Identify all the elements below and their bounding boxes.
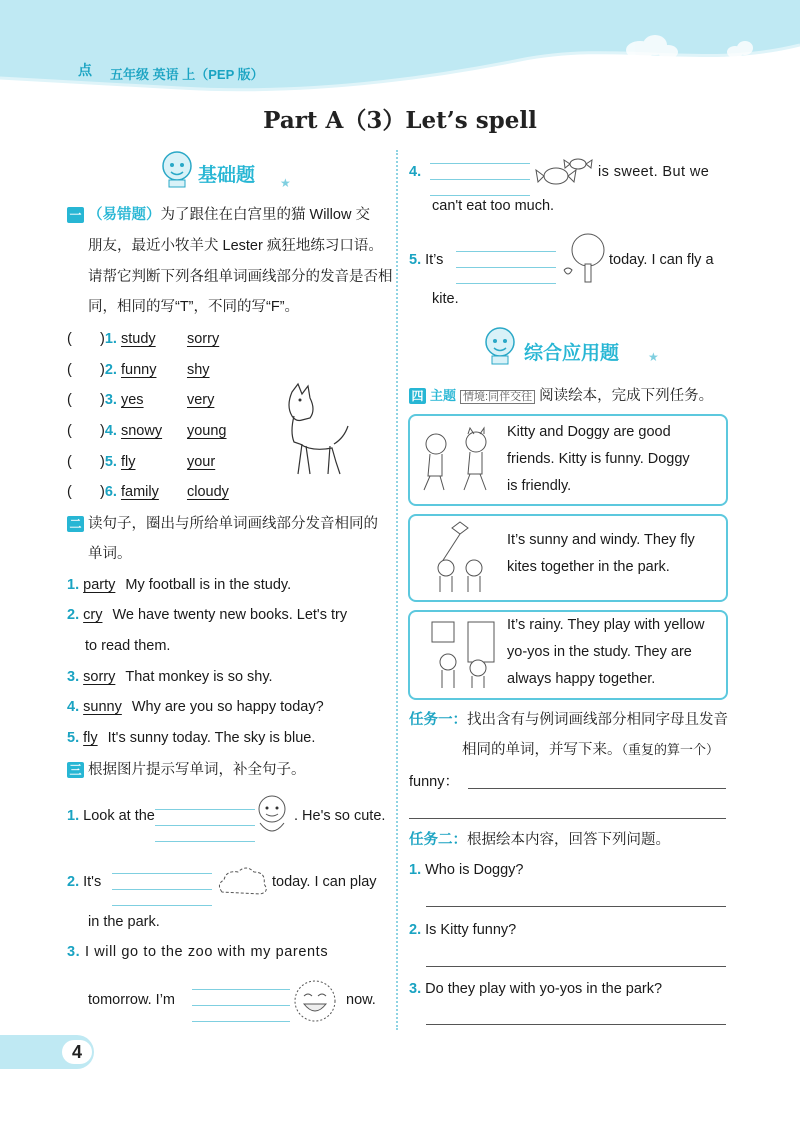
section-1-line: 同，相同的写“T”，不同的写“F”。 (88, 299, 300, 315)
answer-line[interactable] (426, 1024, 726, 1025)
section-1-line: 朋友，最近小牧羊犬 Lester 疯狂地练习口语。 (88, 238, 383, 254)
story-2-line: kites together in the park. (507, 559, 670, 575)
section-badge-3: 三 (67, 762, 84, 778)
blank-line[interactable] (155, 816, 255, 826)
section-4-heading: 四 主题 情境:同伴交往 阅读绘本，完成下列任务。 (409, 386, 713, 407)
section-2-line: 单词。 (88, 546, 132, 562)
tf-item: ( )2. funny shy (67, 362, 210, 378)
s3-q3-end: now. (346, 992, 376, 1008)
circle-item: 1. party My football is in the study. (67, 577, 292, 593)
blank-line[interactable] (456, 242, 556, 252)
answer-paren[interactable]: ( ) (67, 454, 105, 470)
candy-illustration (534, 152, 594, 192)
story-2-line: It’s sunny and windy. They fly (507, 532, 695, 548)
answer-paren[interactable]: ( ) (67, 362, 105, 378)
baby-illustration (252, 793, 292, 839)
s3-q2-cont: in the park. (88, 914, 160, 930)
s3-q2-end: today. I can play (272, 874, 377, 890)
tf-item: ( )4. snowy young (67, 423, 227, 439)
answer-paren[interactable]: ( ) (67, 423, 105, 439)
column-divider (396, 150, 398, 1030)
boy-face-icon (160, 148, 194, 188)
task-2-heading: 任务二：根据绘本内容，回答下列问题。 (409, 832, 670, 848)
story-1-line: friends. Kitty is funny. Doggy (507, 451, 690, 467)
r-q5-end: today. I can fly a (609, 252, 714, 268)
tf-item: ( )3. yes very (67, 392, 215, 408)
circle-item: 5. fly It's sunny today. The sky is blue. (67, 730, 316, 746)
task-2-q1: 1. Who is Doggy? (409, 862, 524, 878)
header-wave (0, 0, 800, 100)
girl-face-icon (482, 324, 518, 368)
header-book-title: 五年级 英语 上（PEP 版） (110, 67, 264, 82)
story-1-line: Kitty and Doggy are good (507, 424, 671, 440)
kite-flying-illustration (414, 518, 500, 594)
star-icon: ★ (280, 176, 291, 190)
answer-paren[interactable]: ( ) (67, 484, 105, 500)
blank-line[interactable] (456, 258, 556, 268)
tf-item: ( )1. study sorry (67, 331, 220, 347)
circle-item: 3. sorry That monkey is so shy. (67, 669, 273, 685)
r-q5: 5. It’s (409, 252, 444, 268)
task-2-q2: 2. Is Kitty funny? (409, 922, 517, 938)
answer-paren[interactable]: ( ) (67, 392, 105, 408)
section-banner-basic: 基础题 (198, 164, 256, 186)
s3-q2: 2. It's (67, 874, 102, 890)
answer-line[interactable] (409, 818, 726, 819)
s3-q3-cont: tomorrow. I’m (88, 992, 176, 1008)
section-badge-2: 二 (67, 516, 84, 532)
section-2-heading: 二 读句子，圈出与所给单词画线部分发音相同的 (67, 514, 378, 534)
blank-line[interactable] (155, 800, 255, 810)
blank-line[interactable] (192, 980, 290, 990)
dog-illustration (272, 382, 354, 478)
task-1-heading: 任务一：找出含有与例词画线部分相同字母且发音 (409, 712, 728, 728)
section-1-heading: 一 （易错题）为了跟住在白宫里的猫 Willow 交 (67, 205, 370, 225)
tree-illustration (558, 230, 608, 284)
story-3-line: always happy together. (507, 671, 656, 687)
r-q4-end: is sweet. But we (598, 164, 710, 180)
section-1-line: 请帮它判断下列各组单词画线部分的发音是否相 (88, 269, 393, 285)
story-1-line: is friendly. (507, 478, 572, 494)
cloud-illustration (214, 862, 270, 902)
task-1-example: funny： (409, 774, 459, 790)
s3-q1-end: . He's so cute. (294, 808, 386, 824)
blank-line[interactable] (112, 864, 212, 874)
page-title: Part A（3）Let’s spell (263, 107, 537, 134)
kitty-doggy-walking-illustration (414, 420, 500, 496)
story-3-line: yo-yos in the study. They are (507, 644, 692, 660)
section-3-heading: 三 根据图片提示写单词，补全句子。 (67, 760, 306, 780)
yoyo-study-illustration (414, 616, 500, 692)
tf-item: ( )6. family cloudy (67, 484, 229, 500)
circle-item: 2. cry We have twenty new books. Let's try (67, 607, 348, 623)
r-q5-cont: kite. (432, 291, 459, 307)
blank-line[interactable] (430, 170, 530, 180)
answer-line[interactable] (468, 788, 726, 789)
s3-q1: 1. Look at the (67, 808, 155, 824)
blank-line[interactable] (456, 274, 556, 284)
star-icon: ★ (648, 350, 659, 364)
section-badge-1: 一 (67, 207, 84, 223)
page-number: 4 (62, 1040, 92, 1064)
section-banner-applied: 综合应用题 (524, 342, 620, 364)
circle-item: to read them. (85, 638, 171, 654)
answer-line[interactable] (426, 966, 726, 967)
blank-line[interactable] (192, 996, 290, 1006)
answer-paren[interactable]: ( ) (67, 331, 105, 347)
blank-line[interactable] (192, 1012, 290, 1022)
answer-line[interactable] (426, 906, 726, 907)
blank-line[interactable] (112, 896, 212, 906)
blank-line[interactable] (430, 186, 530, 196)
blank-line[interactable] (430, 154, 530, 164)
r-q4: 4. (409, 164, 422, 180)
story-3-line: It’s rainy. They play with yellow (507, 617, 705, 633)
laughing-face-icon (290, 978, 340, 1024)
header-logo: 点 (78, 62, 92, 78)
section-badge-4: 四 (409, 388, 426, 404)
blank-line[interactable] (155, 832, 255, 842)
circle-item: 4. sunny Why are you so happy today? (67, 699, 324, 715)
task-1-line: 相同的单词，并写下来。（重复的算一个） (462, 742, 720, 758)
s3-q3: 3. I will go to the zoo with my parents (67, 944, 329, 960)
blank-line[interactable] (112, 880, 212, 890)
task-2-q3: 3. Do they play with yo-yos in the park? (409, 981, 663, 997)
tf-item: ( )5. fly your (67, 454, 216, 470)
r-q4-cont: can't eat too much. (432, 198, 555, 214)
